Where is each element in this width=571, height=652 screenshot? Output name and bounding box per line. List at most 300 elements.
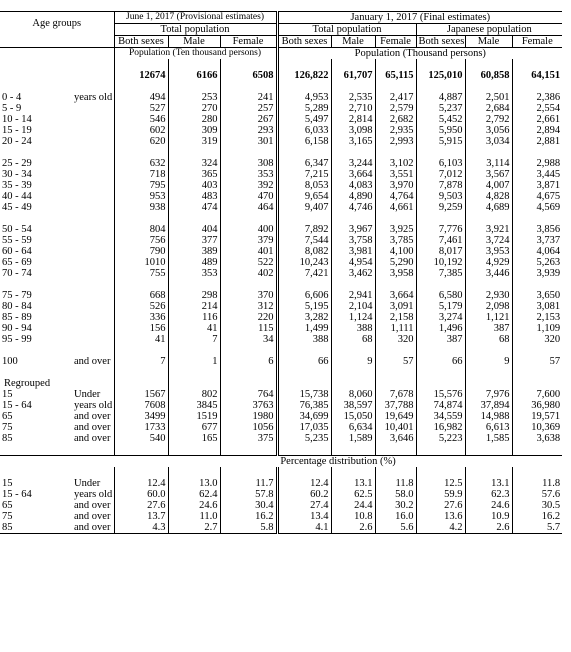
- value-cell: 34: [220, 334, 277, 345]
- value-cell: 11.7: [220, 478, 277, 489]
- value-cell: 4,929: [465, 257, 512, 268]
- value-cell: 41: [114, 334, 168, 345]
- value-cell: 2,579: [375, 103, 416, 114]
- age-group-qualifier: [72, 334, 114, 345]
- age-row: [0, 301, 562, 312]
- age-group-qualifier: and over: [74, 511, 111, 522]
- value-cell: 6,103: [416, 158, 465, 169]
- value-cell: 308: [220, 158, 277, 169]
- value-cell: 62.3: [465, 489, 512, 500]
- value-cell: 3,551: [375, 169, 416, 180]
- value-cell: 2,894: [512, 125, 562, 136]
- value-cell: 3,056: [465, 125, 512, 136]
- value-cell: 6,033: [277, 125, 331, 136]
- value-cell: 5,497: [277, 114, 331, 125]
- age-group-qualifier: [72, 224, 114, 235]
- population-estimates-table: [0, 11, 562, 534]
- value-cell: 1: [168, 356, 220, 367]
- jan-japanese-male-header: Male: [465, 36, 512, 48]
- value-cell: 2,814: [331, 114, 375, 125]
- value-cell: 474: [168, 202, 220, 213]
- value-cell: 1567: [114, 389, 168, 400]
- value-cell: 1519: [168, 411, 220, 422]
- value-cell: 34,699: [277, 411, 331, 422]
- age-group-label: 90 - 94: [2, 323, 32, 334]
- value-cell: 3,785: [375, 235, 416, 246]
- value-cell: 64,151: [512, 70, 562, 81]
- june-male-header: Male: [168, 36, 220, 48]
- value-cell: 3,970: [375, 180, 416, 191]
- value-cell: 13.1: [465, 478, 512, 489]
- value-cell: 3,114: [465, 158, 512, 169]
- value-cell: 4,569: [512, 202, 562, 213]
- value-cell: 6166: [168, 70, 220, 81]
- age-group-label: 85: [0, 522, 72, 534]
- value-cell: 4,953: [277, 92, 331, 103]
- age-row: [0, 334, 562, 345]
- value-cell: 2,153: [512, 312, 562, 323]
- age-row: [0, 169, 562, 180]
- age-group-qualifier: [72, 180, 114, 191]
- age-row: [0, 323, 562, 334]
- percentage-row: [0, 489, 562, 500]
- value-cell: 320: [512, 334, 562, 345]
- header-row-dates: [0, 12, 562, 24]
- value-cell: 7,215: [277, 169, 331, 180]
- value-cell: 1980: [220, 411, 277, 422]
- value-cell: 15,576: [416, 389, 465, 400]
- age-row: [0, 257, 562, 268]
- value-cell: 3,758: [331, 235, 375, 246]
- value-cell: 7,600: [512, 389, 562, 400]
- value-cell: 2.6: [465, 522, 512, 534]
- value-cell: 319: [168, 136, 220, 147]
- percentage-row: [0, 478, 562, 489]
- june-female-header: Female: [220, 36, 277, 48]
- age-row: [0, 290, 562, 301]
- age-group-qualifier: and over: [74, 433, 111, 444]
- age-row: [0, 136, 562, 147]
- value-cell: 4,007: [465, 180, 512, 191]
- value-cell: 165: [168, 433, 220, 444]
- value-cell: 379: [220, 235, 277, 246]
- age-group-qualifier: and over: [74, 500, 111, 511]
- january-estimates-header: January 1, 2017 (Final estimates): [277, 12, 562, 24]
- value-cell: 3,871: [512, 180, 562, 191]
- age-group-label: 15: [2, 389, 13, 400]
- value-cell: 27.4: [277, 500, 331, 511]
- value-cell: 2,661: [512, 114, 562, 125]
- value-cell: 58.0: [375, 489, 416, 500]
- value-cell: 3,244: [331, 158, 375, 169]
- value-cell: 6,158: [277, 136, 331, 147]
- value-cell: 15,050: [331, 411, 375, 422]
- age-group-qualifier: years old: [74, 92, 113, 103]
- value-cell: 4,661: [375, 202, 416, 213]
- age-group-label: 35 - 39: [2, 180, 32, 191]
- age-group-qualifier: [72, 323, 114, 334]
- value-cell: 1,499: [277, 323, 331, 334]
- value-cell: 5,950: [416, 125, 465, 136]
- value-cell: 526: [114, 301, 168, 312]
- age-row: [0, 191, 562, 202]
- value-cell: 3,967: [331, 224, 375, 235]
- value-cell: 13.1: [331, 478, 375, 489]
- value-cell: 8,082: [277, 246, 331, 257]
- value-cell: 718: [114, 169, 168, 180]
- age-group-label: 65: [2, 500, 13, 511]
- regrouped-row: [0, 422, 562, 433]
- value-cell: 2.6: [331, 522, 375, 534]
- value-cell: 6: [220, 356, 277, 367]
- spacer-row: [0, 345, 562, 356]
- value-cell: 677: [168, 422, 220, 433]
- value-cell: 4.1: [277, 522, 331, 534]
- value-cell: 60,858: [465, 70, 512, 81]
- jan-units-label: Population (Thousand persons): [277, 48, 562, 60]
- value-cell: 5.7: [512, 522, 562, 534]
- value-cell: 57.8: [220, 489, 277, 500]
- value-cell: 3,925: [375, 224, 416, 235]
- value-cell: 10,192: [416, 257, 465, 268]
- value-cell: 5,452: [416, 114, 465, 125]
- age-group-label: 65 - 69: [2, 257, 32, 268]
- value-cell: 2,684: [465, 103, 512, 114]
- value-cell: 253: [168, 92, 220, 103]
- value-cell: 10,243: [277, 257, 331, 268]
- value-cell: 309: [168, 125, 220, 136]
- value-cell: 2,682: [375, 114, 416, 125]
- age-row: [0, 92, 562, 103]
- value-cell: 375: [220, 433, 277, 444]
- value-cell: 795: [114, 180, 168, 191]
- value-cell: 3,034: [465, 136, 512, 147]
- value-cell: 365: [168, 169, 220, 180]
- value-cell: 7: [168, 334, 220, 345]
- value-cell: 7,678: [375, 389, 416, 400]
- jan-japanese-population-header: Japanese population: [416, 24, 562, 36]
- value-cell: 8,060: [331, 389, 375, 400]
- spacer-row: [0, 444, 562, 456]
- age-row-100-over: [0, 356, 562, 367]
- value-cell: 9,503: [416, 191, 465, 202]
- value-cell: 257: [220, 103, 277, 114]
- value-cell: 30.4: [220, 500, 277, 511]
- value-cell: 12.5: [416, 478, 465, 489]
- header-row-sex: [0, 36, 562, 48]
- age-group-qualifier: [72, 235, 114, 246]
- value-cell: 9,407: [277, 202, 331, 213]
- percentage-row: [0, 511, 562, 522]
- value-cell: 2,098: [465, 301, 512, 312]
- percentage-distribution-label: Percentage distribution (%): [114, 456, 562, 468]
- spacer-row: [0, 213, 562, 224]
- age-group-qualifier: [72, 312, 114, 323]
- value-cell: 464: [220, 202, 277, 213]
- age-group-qualifier: and over: [74, 356, 111, 367]
- value-cell: 1056: [220, 422, 277, 433]
- value-cell: 668: [114, 290, 168, 301]
- value-cell: 13.0: [168, 478, 220, 489]
- value-cell: 2,930: [465, 290, 512, 301]
- age-group-qualifier: [72, 246, 114, 257]
- june-units-label: Population (Ten thousand persons): [114, 48, 277, 60]
- value-cell: 5,289: [277, 103, 331, 114]
- value-cell: 4,954: [331, 257, 375, 268]
- value-cell: 17,035: [277, 422, 331, 433]
- value-cell: 16.2: [220, 511, 277, 522]
- value-cell: 65,115: [375, 70, 416, 81]
- value-cell: 6,606: [277, 290, 331, 301]
- age-row: [0, 180, 562, 191]
- age-group-qualifier: Under: [74, 389, 101, 400]
- value-cell: 804: [114, 224, 168, 235]
- spacer-row: [0, 81, 562, 92]
- value-cell: 324: [168, 158, 220, 169]
- value-cell: 4.3: [114, 522, 168, 534]
- value-cell: 74,874: [416, 400, 465, 411]
- value-cell: 2,158: [375, 312, 416, 323]
- value-cell: 57.6: [512, 489, 562, 500]
- value-cell: 11.8: [512, 478, 562, 489]
- value-cell: 320: [375, 334, 416, 345]
- value-cell: 494: [114, 92, 168, 103]
- value-cell: 10.8: [331, 511, 375, 522]
- age-group-label: 45 - 49: [2, 202, 32, 213]
- value-cell: 24.6: [465, 500, 512, 511]
- value-cell: 36,980: [512, 400, 562, 411]
- value-cell: 2,710: [331, 103, 375, 114]
- value-cell: 6,634: [331, 422, 375, 433]
- age-group-label: 75: [2, 511, 13, 522]
- value-cell: 3,462: [331, 268, 375, 279]
- percentage-row: [0, 522, 562, 534]
- value-cell: 5,263: [512, 257, 562, 268]
- value-cell: 4,689: [465, 202, 512, 213]
- age-group-qualifier: [72, 158, 114, 169]
- value-cell: 377: [168, 235, 220, 246]
- value-cell: 66: [277, 356, 331, 367]
- value-cell: 15,738: [277, 389, 331, 400]
- age-group-label: 70 - 74: [2, 268, 32, 279]
- age-group-qualifier: [72, 103, 114, 114]
- value-cell: 3,081: [512, 301, 562, 312]
- age-group-qualifier: [72, 257, 114, 268]
- value-cell: 76,385: [277, 400, 331, 411]
- value-cell: 24.4: [331, 500, 375, 511]
- value-cell: 10,369: [512, 422, 562, 433]
- value-cell: 400: [220, 224, 277, 235]
- value-cell: 68: [331, 334, 375, 345]
- value-cell: 370: [220, 290, 277, 301]
- age-group-label: [0, 70, 72, 81]
- value-cell: 1010: [114, 257, 168, 268]
- value-cell: 953: [114, 191, 168, 202]
- value-cell: 11.8: [375, 478, 416, 489]
- value-cell: 2.7: [168, 522, 220, 534]
- age-group-label: 15 - 64: [2, 489, 32, 500]
- age-groups-header: Age groups: [0, 12, 114, 36]
- age-group-label: 65: [2, 411, 13, 422]
- value-cell: 8,017: [416, 246, 465, 257]
- value-cell: 214: [168, 301, 220, 312]
- value-cell: 11.0: [168, 511, 220, 522]
- value-cell: 1,109: [512, 323, 562, 334]
- value-cell: 7,776: [416, 224, 465, 235]
- value-cell: 12.4: [277, 478, 331, 489]
- value-cell: 3,953: [465, 246, 512, 257]
- value-cell: 13.6: [416, 511, 465, 522]
- value-cell: 1,589: [331, 433, 375, 444]
- value-cell: 2,881: [512, 136, 562, 147]
- value-cell: 267: [220, 114, 277, 125]
- value-cell: 16,982: [416, 422, 465, 433]
- age-row: [0, 246, 562, 257]
- regrouped-row: [0, 411, 562, 422]
- value-cell: 3,958: [375, 268, 416, 279]
- value-cell: 7,878: [416, 180, 465, 191]
- value-cell: 14,988: [465, 411, 512, 422]
- age-row: [0, 235, 562, 246]
- value-cell: 3,638: [512, 433, 562, 444]
- age-group-label: 100: [2, 356, 18, 367]
- value-cell: 16.2: [512, 511, 562, 522]
- age-group-qualifier: [72, 114, 114, 125]
- value-cell: 802: [168, 389, 220, 400]
- value-cell: 755: [114, 268, 168, 279]
- regrouped-label: Regrouped: [4, 378, 51, 389]
- age-group-qualifier: years old: [74, 489, 113, 500]
- value-cell: 353: [220, 169, 277, 180]
- age-group-qualifier: [72, 290, 114, 301]
- value-cell: 522: [220, 257, 277, 268]
- age-header-spacer: [0, 36, 114, 48]
- value-cell: 298: [168, 290, 220, 301]
- value-cell: 12674: [114, 70, 168, 81]
- value-cell: 125,010: [416, 70, 465, 81]
- age-group-label: 15 - 19: [2, 125, 32, 136]
- value-cell: 241: [220, 92, 277, 103]
- age-group-label: 80 - 84: [2, 301, 32, 312]
- age-row: [0, 202, 562, 213]
- value-cell: 37,788: [375, 400, 416, 411]
- value-cell: 126,822: [277, 70, 331, 81]
- value-cell: 756: [114, 235, 168, 246]
- percentage-row: [0, 500, 562, 511]
- age-group-qualifier: [72, 268, 114, 279]
- value-cell: 62.5: [331, 489, 375, 500]
- regrouped-row: [0, 433, 562, 444]
- value-cell: 7,544: [277, 235, 331, 246]
- value-cell: 62.4: [168, 489, 220, 500]
- value-cell: 59.9: [416, 489, 465, 500]
- jan-total-population-header: Total population: [277, 24, 416, 36]
- age-group-label: 60 - 64: [2, 246, 32, 257]
- value-cell: 4,887: [416, 92, 465, 103]
- value-cell: 632: [114, 158, 168, 169]
- value-cell: 61,707: [331, 70, 375, 81]
- value-cell: 3,646: [375, 433, 416, 444]
- value-cell: 336: [114, 312, 168, 323]
- age-group-label: 25 - 29: [2, 158, 32, 169]
- jan-total-male-header: Male: [331, 36, 375, 48]
- spacer-row: [0, 147, 562, 158]
- value-cell: 388: [331, 323, 375, 334]
- age-row: [0, 103, 562, 114]
- value-cell: 220: [220, 312, 277, 323]
- value-cell: 4,764: [375, 191, 416, 202]
- june-both-sexes-header: Both sexes: [114, 36, 168, 48]
- total-row: [0, 70, 562, 81]
- value-cell: 4,100: [375, 246, 416, 257]
- value-cell: 10.9: [465, 511, 512, 522]
- value-cell: 3,091: [375, 301, 416, 312]
- age-group-label: 30 - 34: [2, 169, 32, 180]
- value-cell: 527: [114, 103, 168, 114]
- regrouped-label-row: [0, 378, 562, 389]
- age-group-qualifier: [72, 191, 114, 202]
- value-cell: 9: [331, 356, 375, 367]
- value-cell: 6508: [220, 70, 277, 81]
- value-cell: 3845: [168, 400, 220, 411]
- age-row: [0, 268, 562, 279]
- value-cell: 19,571: [512, 411, 562, 422]
- value-cell: 2,554: [512, 103, 562, 114]
- value-cell: 270: [168, 103, 220, 114]
- june-total-population-header: Total population: [114, 24, 277, 36]
- age-group-label: 75: [2, 422, 13, 433]
- age-group-label: 10 - 14: [2, 114, 32, 125]
- value-cell: 1733: [114, 422, 168, 433]
- value-cell: 2,386: [512, 92, 562, 103]
- value-cell: 3,921: [465, 224, 512, 235]
- age-group-label: 15: [2, 478, 13, 489]
- age-group-label: 85: [2, 433, 13, 444]
- value-cell: 41: [168, 323, 220, 334]
- value-cell: 7: [114, 356, 168, 367]
- value-cell: 4,064: [512, 246, 562, 257]
- age-group-label: 0 - 4: [2, 92, 22, 103]
- value-cell: 2,501: [465, 92, 512, 103]
- spacer-row: [0, 467, 562, 478]
- june-estimates-header: June 1, 2017 (Provisional estimates): [114, 12, 277, 24]
- value-cell: 3,567: [465, 169, 512, 180]
- value-cell: 489: [168, 257, 220, 268]
- value-cell: 3,098: [331, 125, 375, 136]
- value-cell: 8,053: [277, 180, 331, 191]
- spacer-row: [0, 367, 562, 378]
- value-cell: 10,401: [375, 422, 416, 433]
- value-cell: 68: [465, 334, 512, 345]
- value-cell: 1,585: [465, 433, 512, 444]
- value-cell: 602: [114, 125, 168, 136]
- units-row: [0, 48, 562, 60]
- value-cell: 540: [114, 433, 168, 444]
- value-cell: 5.6: [375, 522, 416, 534]
- value-cell: 3,165: [331, 136, 375, 147]
- value-cell: 3,664: [375, 290, 416, 301]
- value-cell: 7,385: [416, 268, 465, 279]
- value-cell: 7,012: [416, 169, 465, 180]
- value-cell: 30.2: [375, 500, 416, 511]
- value-cell: 9,259: [416, 202, 465, 213]
- value-cell: 3,102: [375, 158, 416, 169]
- value-cell: 60.2: [277, 489, 331, 500]
- value-cell: 7608: [114, 400, 168, 411]
- value-cell: 2,941: [331, 290, 375, 301]
- jan-total-female-header: Female: [375, 36, 416, 48]
- value-cell: 4,083: [331, 180, 375, 191]
